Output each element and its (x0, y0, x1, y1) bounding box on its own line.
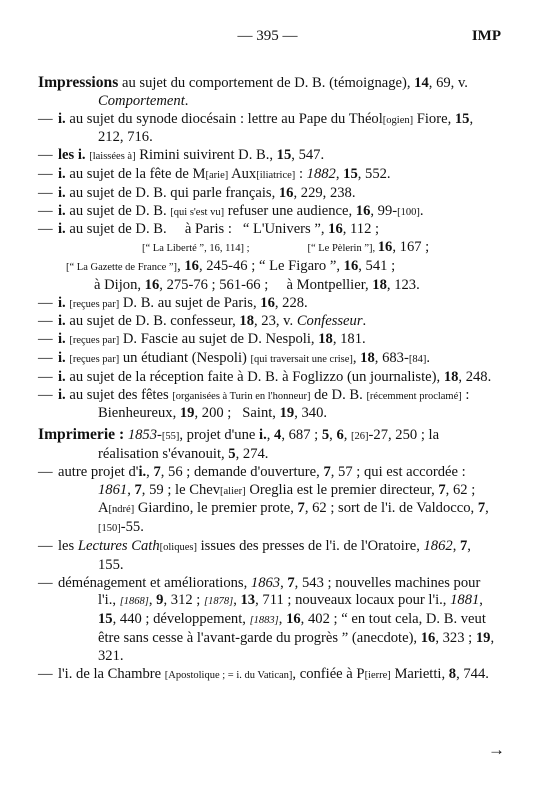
entry-text: , 229, 238. (293, 184, 356, 201)
entry-text: Giardino, le premier prote, (134, 500, 298, 517)
entry-text: , 687 ; (281, 427, 322, 444)
editor-note: [reçues par] (69, 335, 120, 347)
entry-text: , (352, 349, 361, 366)
entry-text: D. B. au sujet de Paris, (119, 294, 261, 311)
volume-number: 4 (274, 427, 282, 444)
entry-text: au sujet de la fête de M (65, 165, 206, 182)
entry-text: un étudiant (Nespoli) (119, 349, 251, 366)
entry-impressions (38, 74, 500, 111)
em-dash: — (38, 537, 53, 554)
year: 1881 (450, 592, 480, 609)
editor-note: [55] (161, 431, 180, 443)
entry-text: . (362, 313, 367, 330)
editor-note: [alier] (220, 485, 246, 497)
em-dash: — (38, 147, 53, 164)
entry-text: autre projet d' (58, 463, 139, 480)
subentry (38, 666, 500, 685)
editor-note: [récemment proclamé] (366, 390, 462, 402)
volume-number: 19 (179, 405, 195, 422)
key: i. (58, 368, 66, 385)
entry-text: Oreglia est le premier directeur, (245, 481, 439, 498)
entry-text: les (58, 537, 78, 554)
volume-number: 16 (343, 257, 359, 274)
volume-number: 6 (336, 427, 344, 444)
subentry-continuation (38, 277, 500, 295)
entry-text: , 245-46 ; “ Le Figaro ”, (198, 257, 344, 274)
volume-number: 15 (276, 147, 292, 164)
subentry (38, 295, 500, 314)
entry-text: , 552. (357, 165, 391, 182)
editor-note: [150] (98, 523, 121, 535)
entry-text: , 744. (456, 665, 489, 682)
entry-text: au sujet de D. B. à Paris : “ L'Univers ”, (65, 221, 329, 238)
entry-text: , 181. (332, 331, 366, 348)
em-dash: — (38, 313, 53, 330)
editor-note: [ogien] (382, 114, 414, 126)
entry-text: , (266, 427, 275, 444)
editor-note: [ndré] (108, 504, 135, 516)
subentry (38, 538, 500, 575)
em-dash: — (38, 165, 53, 182)
cross-reference: Comportement (98, 92, 185, 109)
entry-text: au sujet des fêtes (65, 386, 173, 403)
page-number: — 395 — (237, 28, 298, 44)
key: i. (58, 349, 66, 366)
entry-text: , 99- (370, 202, 398, 219)
entry-text: , 228. (274, 294, 308, 311)
entry-text: . (184, 92, 189, 109)
entry-text: , 440 ; développement, (112, 611, 250, 628)
em-dash: — (38, 110, 53, 127)
volume-number: 16 (377, 239, 393, 256)
year: 1853- (124, 427, 162, 444)
entry-text: , (233, 592, 241, 609)
entry-text: , 59 ; le Chev (141, 481, 221, 498)
subentry (38, 221, 500, 239)
entry-text: au sujet de D. B. (65, 202, 171, 219)
volume-number: 14 (414, 75, 429, 91)
entry-text: , 200 ; Saint, (194, 405, 280, 422)
entry-text: l'i. de la Chambre (58, 665, 165, 682)
entry-text: , 312 ; (163, 592, 205, 609)
subentry-continuation (38, 239, 500, 258)
entry-text: , 155. (98, 537, 471, 573)
entry-text: , (148, 592, 157, 609)
year: 1861 (98, 481, 128, 498)
entry-text: au sujet de D. B. confesseur, (65, 313, 240, 330)
entry-text: au sujet de la réception faite à D. B. à Foglizzo (un journaliste), (65, 368, 444, 385)
volume-number: 16 (328, 221, 343, 238)
entry-text: Fiore, (413, 110, 455, 127)
key: i. (58, 110, 66, 127)
entry-text: , 23, v. (253, 313, 297, 330)
volume-number: 18 (360, 349, 375, 366)
entry-text: , (343, 427, 352, 444)
editor-note: [laissées à] (89, 151, 136, 163)
editor-note: [26] (351, 431, 369, 443)
entry-text: , 56 ; demande d'ouverture, (160, 463, 324, 480)
subentry (38, 387, 500, 424)
subentry (38, 203, 500, 222)
volume-number: 7 (287, 574, 295, 591)
entry-text: , (177, 257, 185, 274)
entry-text: au sujet du comportement de D. B. (témoignage), (118, 75, 415, 91)
entry-text: , 212, 716. (98, 110, 474, 146)
entry-text: , (146, 463, 154, 480)
key: i. (58, 386, 66, 403)
entry-text: Aux (228, 165, 257, 182)
volume-number: 5 (228, 445, 236, 462)
entry-text: à Dijon, (94, 276, 145, 293)
key: i. (58, 294, 66, 311)
volume-number: 16 (355, 202, 371, 219)
entry-text: , confiée à P (292, 665, 365, 682)
title: Lectures Cath (77, 537, 160, 554)
editor-note: [ierre] (364, 669, 391, 681)
volume-number: 7 (459, 537, 468, 554)
entry-text: , 248. (458, 368, 492, 385)
volume-number: 13 (240, 592, 256, 609)
volume-number: 15 (454, 110, 470, 127)
entry-text: . (426, 349, 430, 366)
editor-note: [“ La Gazette de France ”] (66, 261, 178, 273)
subentry-continuation (38, 258, 500, 277)
volume-number: 19 (475, 629, 491, 646)
entry-text: , 62 ; A (98, 481, 476, 517)
em-dash: — (38, 202, 53, 219)
volume-number: 16 (260, 294, 275, 311)
headword: Imprimerie : (38, 426, 125, 444)
entry-text: , 62 ; sort de l'i. de Valdocco, (304, 500, 478, 517)
subentry (38, 464, 500, 538)
volume-number: 16 (286, 611, 301, 628)
key: i. (58, 221, 66, 238)
key: i. (58, 202, 66, 219)
em-dash: — (38, 386, 53, 403)
editor-note: [reçues par] (69, 353, 120, 365)
entry-text: , (335, 165, 344, 182)
entry-text: , 123. (386, 276, 420, 293)
editor-note: [100] (397, 206, 420, 218)
entry-text: , (329, 427, 337, 444)
editor-note: [1883] (249, 615, 279, 627)
editor-note: [Apostolique ; = i. du Vatican] (164, 669, 293, 681)
entry-imprimerie (38, 426, 500, 464)
em-dash: — (38, 463, 53, 480)
key: i. (58, 165, 66, 182)
entry-text: , 547. (291, 147, 325, 164)
volume-number: 18 (239, 313, 254, 330)
em-dash: — (38, 574, 53, 591)
volume-number: 7 (297, 500, 305, 517)
entry-text: au sujet de D. B. qui parle français, (65, 184, 279, 201)
entry-text: , 323 ; (435, 629, 476, 646)
em-dash: — (38, 221, 53, 238)
entry-text: , (485, 500, 489, 517)
entry-text: -27, 250 ; la réalisation s'évanouit, (98, 427, 440, 462)
cross-reference: Confesseur (296, 313, 363, 330)
section-code: IMP (471, 28, 501, 44)
volume-number: 7 (438, 481, 446, 498)
index-content (38, 74, 500, 684)
subentry (38, 313, 500, 331)
subentry (38, 331, 500, 350)
entry-text: au sujet du synode diocésain : lettre au Pape du Théol (65, 110, 383, 127)
em-dash: — (38, 294, 53, 311)
em-dash: — (38, 184, 53, 201)
volume-number: 15 (343, 165, 358, 182)
year: 1862 (423, 537, 453, 554)
entry-text: . (419, 202, 424, 219)
entry-text: , 112 ; (342, 221, 380, 238)
editor-note: [1868] (119, 596, 149, 608)
entry-text: , (452, 537, 460, 554)
entry-text: , 274. (235, 445, 269, 462)
entry-text: , (479, 592, 483, 609)
volume-number: 15 (98, 611, 113, 628)
entry-text: , 711 ; nouveaux locaux pour l'i., (255, 592, 451, 609)
entry-text: , 321. (98, 629, 495, 664)
volume-number: 18 (443, 368, 459, 385)
editor-note: [oliques] (159, 541, 197, 553)
entry-text: déménagement et améliorations, (58, 574, 251, 591)
editor-note: [organisées à Turin en l'honneur] (172, 390, 311, 402)
key: i. (138, 463, 147, 480)
volume-number: 18 (372, 276, 387, 293)
subentry (38, 166, 500, 185)
em-dash: — (38, 349, 53, 366)
key: i. (58, 313, 66, 330)
volume-number: 5 (321, 427, 330, 444)
subentry (38, 147, 500, 166)
entry-text: , 683- (374, 349, 409, 366)
entry-text: , (278, 611, 287, 628)
em-dash: — (38, 331, 53, 348)
subentry (38, 111, 500, 148)
year: 1882 (306, 165, 336, 182)
editor-note: [reçues par] (69, 298, 120, 310)
key: i. (58, 331, 66, 348)
entry-text: , 69, v. (428, 75, 468, 91)
entry-text: , 541 ; (358, 257, 396, 274)
editor-note: [arie] (205, 169, 229, 181)
entry-text: , 57 ; qui est accordée : (330, 463, 466, 480)
year: 1863 (250, 574, 281, 591)
entry-text: de D. B. (310, 386, 367, 403)
subentry (38, 185, 500, 203)
entry-text: , 275-76 ; 561-66 ; à Montpellier, (159, 276, 373, 293)
editor-note: [iliatrice] (256, 169, 296, 181)
volume-number: 19 (279, 405, 295, 422)
entry-text: , 340. (294, 405, 328, 422)
subentry (38, 350, 500, 369)
continue-arrow-icon: → (488, 740, 505, 759)
editor-note: [“ Le Pèlerin ”], (307, 243, 378, 255)
headword: Impressions (38, 74, 119, 91)
volume-number: 16 (278, 184, 294, 201)
entry-text: , 167 ; (392, 239, 430, 256)
editor-note: [84] (408, 353, 427, 365)
editor-note: [qui s'est vu] (170, 206, 225, 218)
em-dash: — (38, 665, 53, 682)
volume-number: 7 (323, 463, 331, 480)
entry-text: , 402 ; “ en tout cela, D. B. veut être sans cesse à l'avant-garde du progrès ” (anecdote), (98, 611, 486, 646)
entry-text: , projet d'une (179, 427, 260, 444)
volume-number: 7 (153, 463, 161, 480)
volume-number: 16 (420, 629, 436, 646)
entry-text: , (280, 574, 288, 591)
volume-number: 16 (144, 276, 160, 293)
entry-text: , (127, 481, 135, 498)
entry-text: refuser une audience, (224, 202, 356, 219)
entry-text: D. Fascie au sujet de D. Nespoli, (119, 331, 319, 348)
volume-number: 7 (477, 500, 486, 517)
em-dash: — (38, 368, 53, 385)
editor-note: [1878] (204, 596, 234, 608)
key: les i. (58, 147, 86, 164)
volume-number: 9 (156, 592, 164, 609)
entry-text: : (295, 165, 307, 182)
editor-note: [qui traversait une crise] (250, 353, 353, 365)
subentry (38, 575, 500, 666)
volume-number: 8 (448, 665, 457, 682)
entry-text: Rimini suivirent D. B., (135, 147, 277, 164)
entry-text: Marietti, (390, 665, 449, 682)
entry-text: -55. (120, 519, 144, 536)
volume-number: 18 (318, 331, 333, 348)
volume-number: 16 (184, 257, 199, 274)
volume-number: 7 (134, 481, 142, 498)
entry-text: : Bienheureux, (98, 386, 477, 422)
key: i. (259, 427, 267, 444)
subentry (38, 369, 500, 387)
entry-text: , 543 ; nouvelles machines pour l'i., (98, 574, 481, 609)
key: i. (58, 184, 66, 201)
editor-note: [“ La Liberté ”, 16, 114] ; (142, 243, 250, 255)
entry-text: issues des presses de l'i. de l'Oratoire, (196, 537, 424, 554)
